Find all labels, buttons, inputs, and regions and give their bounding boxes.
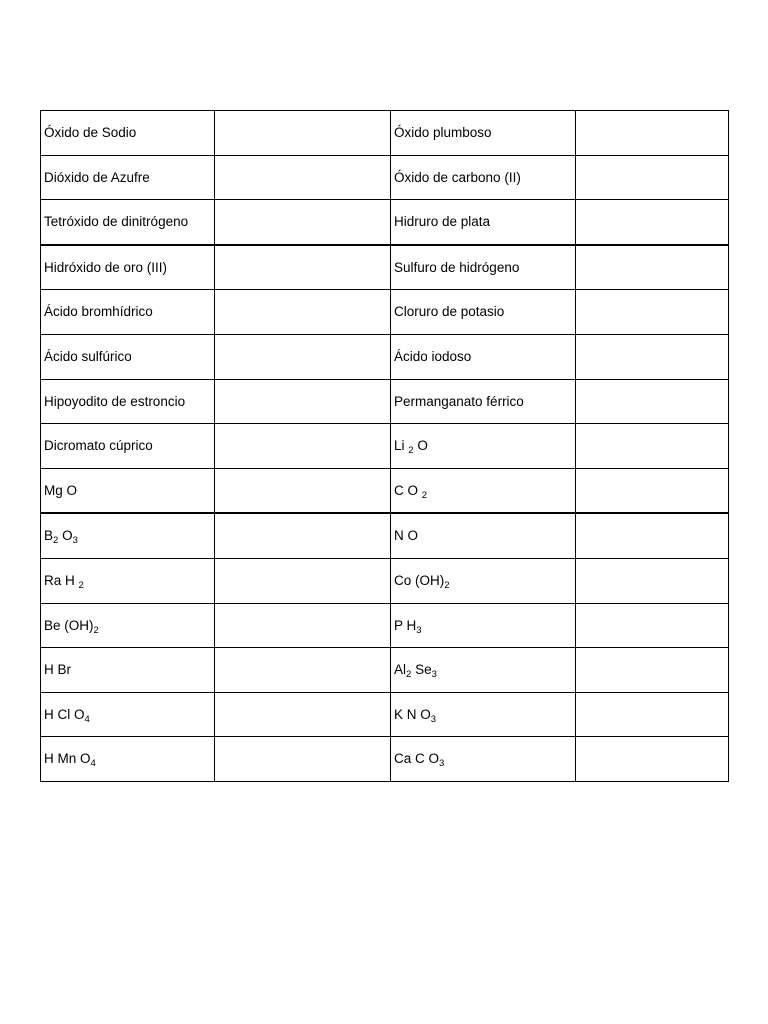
table-row (41, 424, 729, 469)
left-prompt-cell (41, 290, 215, 335)
prompt-text: Dicromato cúprico (44, 438, 153, 454)
prompt-text: Be (OH) (44, 617, 94, 633)
right-answer-cell[interactable] (576, 111, 729, 156)
left-answer-cell[interactable] (215, 334, 391, 379)
table-row (41, 513, 729, 558)
left-answer-cell[interactable] (215, 424, 391, 469)
prompt-text: Al (394, 662, 407, 678)
table-row (41, 737, 729, 782)
left-answer-cell[interactable] (215, 513, 391, 558)
right-answer-cell[interactable] (576, 424, 729, 469)
right-answer-cell[interactable] (576, 648, 729, 693)
subscript-index: 4 (90, 758, 96, 770)
prompt-text: Permanganato férrico (394, 393, 524, 409)
prompt-text: Sulfuro de hidrógeno (394, 259, 520, 275)
left-prompt-cell (41, 334, 215, 379)
right-prompt-cell (391, 379, 576, 424)
subscript-index: 3 (416, 624, 422, 636)
table-row (41, 648, 729, 693)
table-row (41, 603, 729, 648)
left-answer-cell[interactable] (215, 290, 391, 335)
left-prompt-cell (41, 648, 215, 693)
prompt-text: P H (394, 617, 417, 633)
prompt-text: Óxido plumboso (394, 125, 492, 141)
right-prompt-cell (391, 200, 576, 245)
prompt-text: Hidróxido de oro (III) (44, 259, 168, 275)
subscript-index: 3 (72, 535, 78, 547)
subscript-index: 4 (84, 713, 90, 725)
left-answer-cell[interactable] (215, 200, 391, 245)
table-row (41, 468, 729, 513)
left-answer-cell[interactable] (215, 155, 391, 200)
right-prompt-cell (391, 245, 576, 290)
subscript-index: 3 (439, 758, 445, 770)
prompt-text: O (58, 528, 73, 544)
left-prompt-cell (41, 155, 215, 200)
right-prompt-cell (391, 648, 576, 693)
prompt-text: Cloruro de potasio (394, 304, 505, 320)
prompt-text: Se (411, 662, 432, 678)
right-prompt-cell (391, 737, 576, 782)
right-answer-cell[interactable] (576, 245, 729, 290)
right-answer-cell[interactable] (576, 737, 729, 782)
right-prompt-cell (391, 468, 576, 513)
prompt-text: Hidruro de plata (394, 214, 491, 230)
right-answer-cell[interactable] (576, 290, 729, 335)
left-prompt-cell (41, 424, 215, 469)
right-prompt-cell (391, 692, 576, 737)
prompt-text: Dióxido de Azufre (44, 169, 150, 185)
prompt-text: O (413, 438, 428, 454)
right-prompt-cell (391, 603, 576, 648)
left-answer-cell[interactable] (215, 379, 391, 424)
left-prompt-cell (41, 200, 215, 245)
table-body (41, 111, 729, 782)
prompt-text: H Br (44, 662, 71, 678)
left-answer-cell[interactable] (215, 603, 391, 648)
table-row (41, 200, 729, 245)
prompt-text: C O (394, 482, 422, 498)
table-row (41, 111, 729, 156)
right-answer-cell[interactable] (576, 692, 729, 737)
left-prompt-cell (41, 111, 215, 156)
left-prompt-cell (41, 513, 215, 558)
right-answer-cell[interactable] (576, 155, 729, 200)
prompt-text: H Mn O (44, 751, 91, 767)
right-prompt-cell (391, 424, 576, 469)
left-answer-cell[interactable] (215, 692, 391, 737)
subscript-index: 2 (408, 445, 414, 457)
nomenclature-table (40, 110, 729, 782)
right-answer-cell[interactable] (576, 334, 729, 379)
prompt-text: Ácido sulfúrico (44, 349, 132, 365)
prompt-text: Óxido de Sodio (44, 125, 137, 141)
left-answer-cell[interactable] (215, 468, 391, 513)
right-answer-cell[interactable] (576, 513, 729, 558)
left-prompt-cell (41, 245, 215, 290)
prompt-text: Ácido iodoso (394, 349, 472, 365)
table-row (41, 290, 729, 335)
left-answer-cell[interactable] (215, 558, 391, 603)
prompt-text: B (44, 528, 54, 544)
right-prompt-cell (391, 290, 576, 335)
right-prompt-cell (391, 334, 576, 379)
table-row (41, 155, 729, 200)
left-answer-cell[interactable] (215, 737, 391, 782)
right-answer-cell[interactable] (576, 468, 729, 513)
right-answer-cell[interactable] (576, 200, 729, 245)
table-row (41, 334, 729, 379)
left-answer-cell[interactable] (215, 648, 391, 693)
prompt-text: Tetróxido de dinitrógeno (44, 214, 189, 230)
left-prompt-cell (41, 603, 215, 648)
left-prompt-cell (41, 692, 215, 737)
left-answer-cell[interactable] (215, 245, 391, 290)
right-answer-cell[interactable] (576, 558, 729, 603)
prompt-text: Ra H (44, 572, 79, 588)
right-prompt-cell (391, 513, 576, 558)
prompt-text: K N O (394, 706, 431, 722)
left-prompt-cell (41, 468, 215, 513)
table-row (41, 558, 729, 603)
subscript-index: 2 (444, 579, 450, 591)
table-row (41, 692, 729, 737)
subscript-index: 2 (53, 535, 59, 547)
right-answer-cell[interactable] (576, 603, 729, 648)
subscript-index: 2 (421, 489, 428, 501)
table-row (41, 245, 729, 290)
left-prompt-cell (41, 558, 215, 603)
prompt-text: Co (OH) (394, 572, 445, 588)
right-prompt-cell (391, 558, 576, 603)
prompt-text: Mg O (44, 482, 78, 498)
subscript-index: 3 (430, 713, 437, 725)
subscript-index: 3 (431, 669, 437, 681)
prompt-text: H Cl O (44, 706, 85, 722)
prompt-text: N O (394, 528, 419, 544)
prompt-text: Ca C O (394, 751, 440, 767)
prompt-text: Óxido de carbono (II) (394, 169, 521, 185)
worksheet (40, 110, 726, 782)
left-prompt-cell (41, 379, 215, 424)
left-prompt-cell (41, 737, 215, 782)
table-row (41, 379, 729, 424)
right-prompt-cell (391, 111, 576, 156)
subscript-index: 2 (406, 669, 412, 681)
prompt-text: Ácido bromhídrico (44, 304, 153, 320)
prompt-text: Li (394, 438, 409, 454)
left-answer-cell[interactable] (215, 111, 391, 156)
subscript-index: 2 (78, 579, 84, 591)
subscript-index: 2 (93, 624, 99, 636)
right-prompt-cell (391, 155, 576, 200)
prompt-text: Hipoyodito de estroncio (44, 393, 186, 409)
right-answer-cell[interactable] (576, 379, 729, 424)
